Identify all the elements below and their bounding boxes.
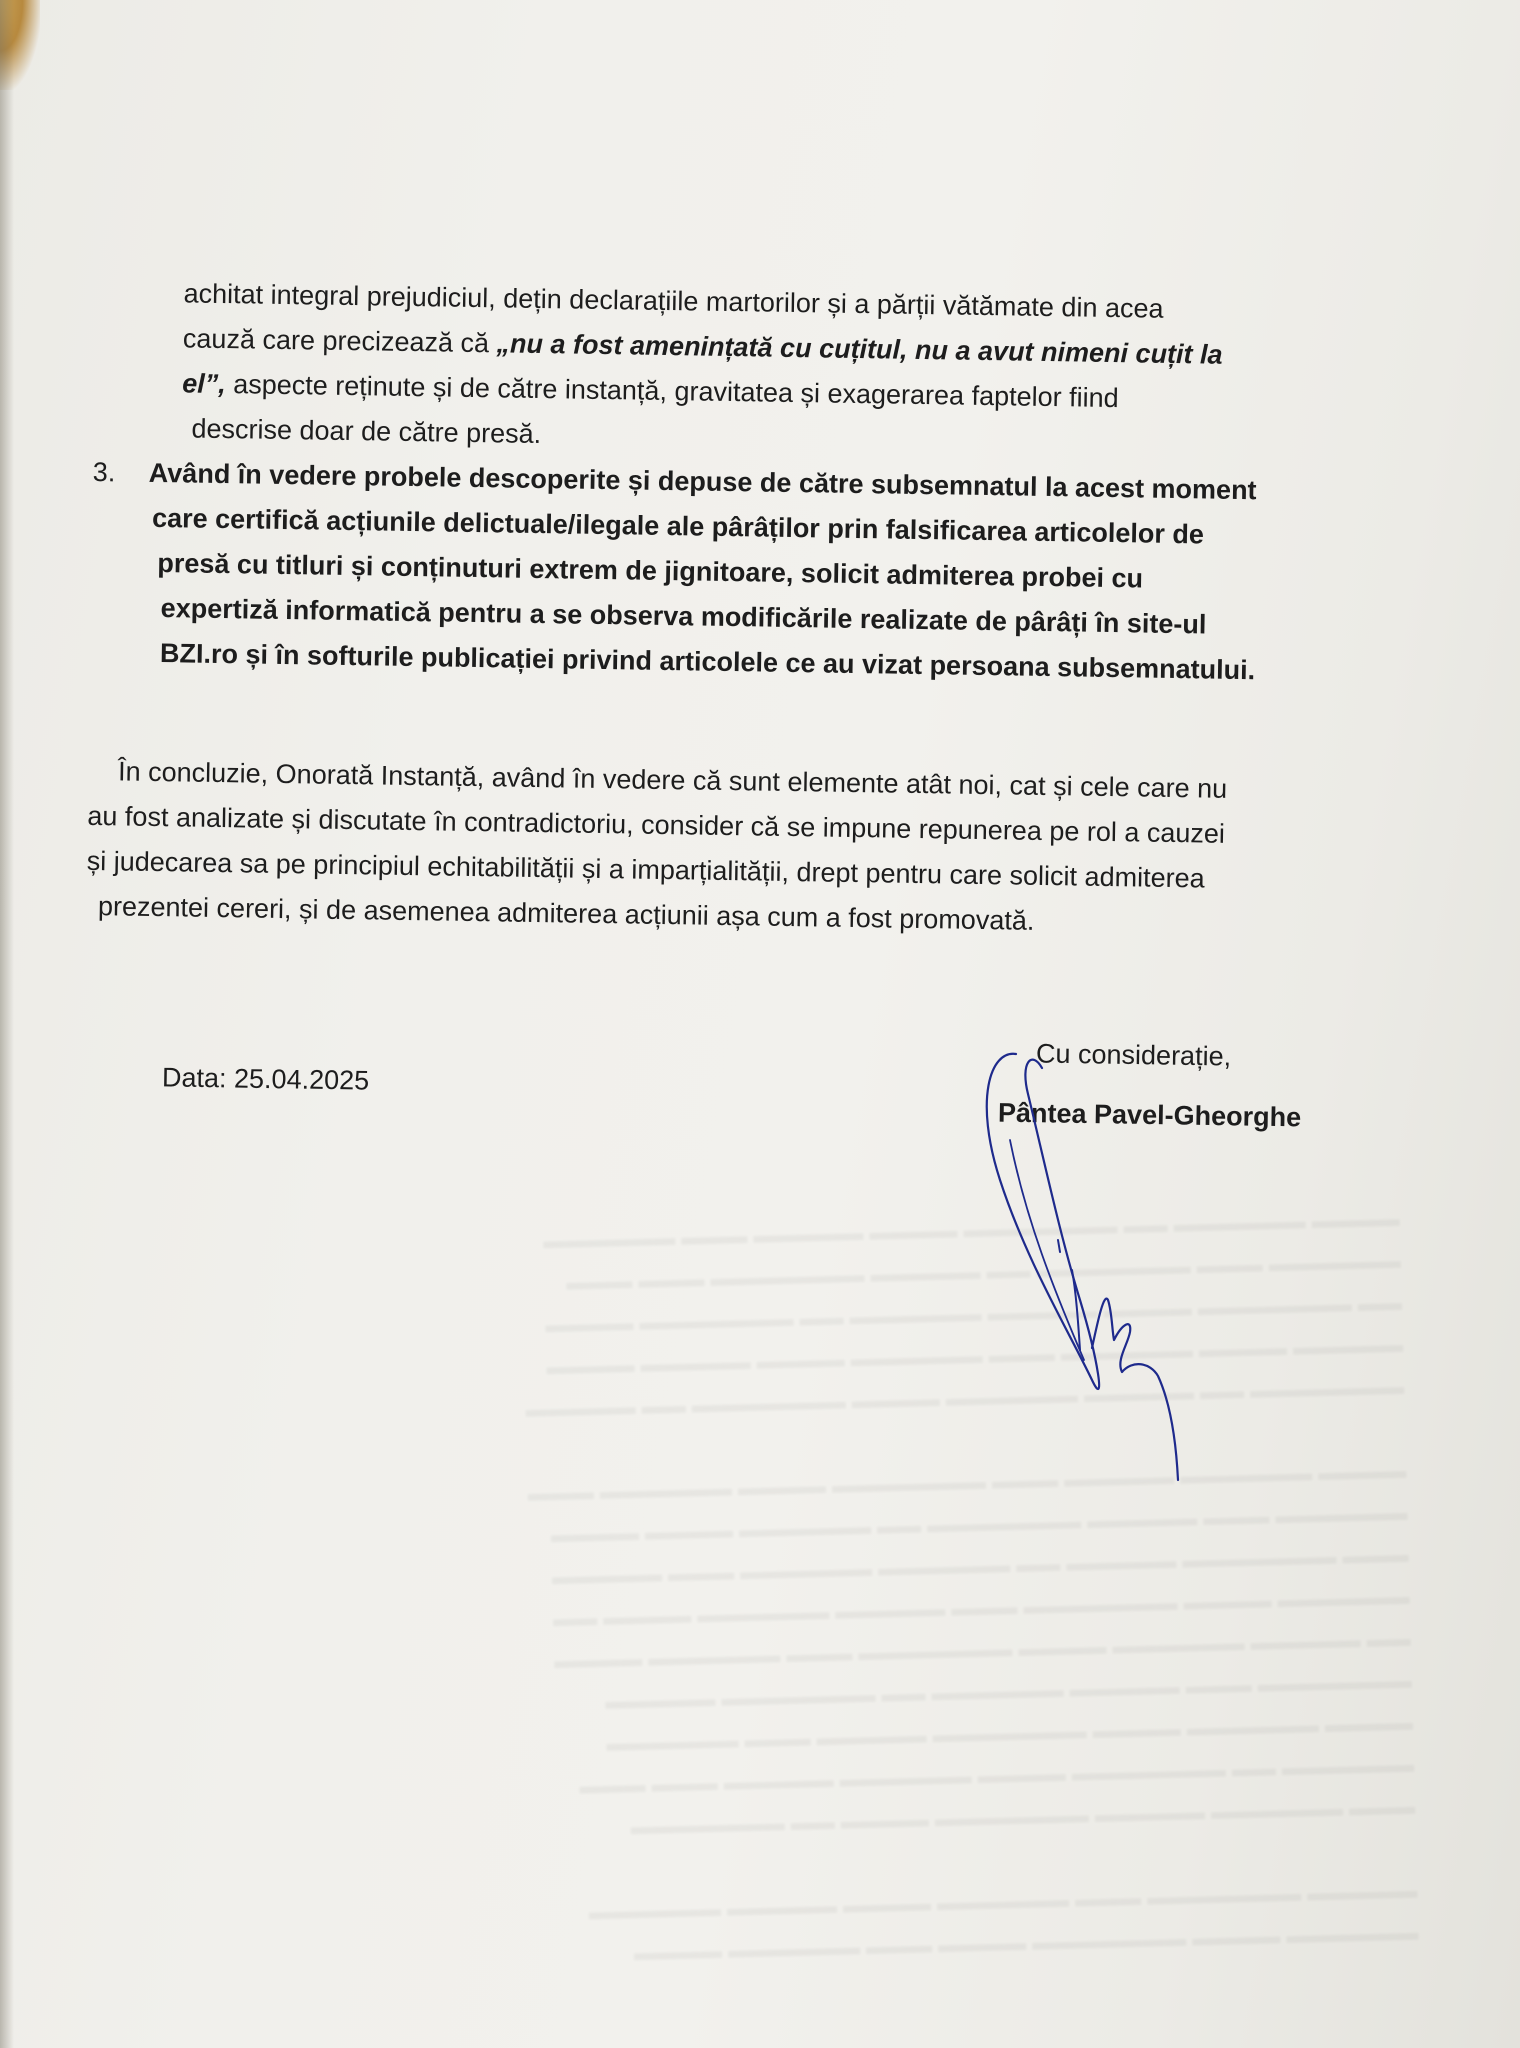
signature-loop-stroke xyxy=(987,1054,1099,1389)
closing-salutation: Cu considerație, xyxy=(1035,1038,1232,1072)
document-body xyxy=(86,270,1346,949)
item-3 xyxy=(90,450,1349,695)
item-2-continuation xyxy=(181,271,1334,469)
item-3-line-3: presă cu titluri și conținuturi extrem de jignitoare, solicit admiterea probei cu xyxy=(157,548,1144,594)
handwritten-signature xyxy=(980,1030,1250,1490)
item-3-line-4: expertiză informatică pentru a se observa modificările realizate de pârâți în site-ul xyxy=(160,593,1207,640)
conclusion-line-3: și judecarea sa pe principiul echitabilității și a imparțialității, drept pentru care solicit admiterea xyxy=(86,845,1205,894)
item-2-line-2-text: cauză care precizează că xyxy=(182,323,497,359)
item-3-line-2: care certifică acțiunile delictuale/ilegale ale pârâților prin falsificarea articolelor de xyxy=(151,502,1205,550)
document-date: Data: 25.04.2025 xyxy=(161,1062,370,1096)
show-through-texture: ▬▬▬▬ ▬▬▬▬▬▬ ▬▬ ▬▬▬▬▬▬▬ ▬▬▬▬ ▬▬▬▬▬ ▬▬▬ ▬▬▬▬▬▬ ▬▬▬▬▬▬ ▬▬▬ ▬▬▬▬▬▬▬ ▬▬ ▬▬▬▬▬ ▬▬▬▬▬▬▬ ▬▬▬ ▬▬▬ ▬▬ ▬▬▬▬▬▬▬ ▬▬▬▬ ▬▬▬▬▬ ▬▬▬▬▬▬ ▬▬ ▬▬▬▬▬▬▬ ▬▬▬▬ ▬▬▬▬▬ ▬▬▬▬ ▬▬▬▬▬▬ ▬▬▬ ▬▬▬▬▬▬ ▬▬▬▬ ▬▬▬▬▬ ▬▬▬▬ ▬▬▬▬▬▬▬ ▬▬ ▬▬▬▬▬ ▬▬▬▬▬▬ ▬▬▬▬ ▬▬▬▬▬▬▬ ▬▬ ▬▬▬▬▬ ▬▬▬▬ ▬▬▬▬▬▬ ▬▬▬▬▬ ▬▬▬ ▬▬▬▬▬▬▬ ▬▬▬▬ ▬▬▬▬▬▬ ▬▬▬ ▬▬▬▬▬▬ ▬▬▬ ▬▬▬▬▬ ▬▬▬▬▬▬▬ ▬▬ ▬▬▬▬▬▬ ▬▬▬▬ ▬▬▬▬ ▬▬▬ ▬▬▬▬▬▬▬ ▬▬▬▬▬ ▬▬ ▬▬▬▬▬▬ ▬▬▬▬▬▬ ▬▬▬ ▬▬▬▬▬ ▬▬▬▬▬▬ ▬▬▬▬ ▬▬▬▬▬▬▬ ▬▬▬ ▬▬▬▬▬ ▬▬▬▬▬▬ ▬▬▬▬ ▬▬ ▬▬ ▬▬▬▬▬ ▬▬▬▬▬▬ ▬▬▬▬ ▬▬▬▬▬▬▬ ▬▬▬ ▬▬▬▬▬▬ ▬▬▬▬ ▬▬▬▬▬▬▬ ▬▬▬ ▬▬▬▬▬ ▬▬▬▬▬▬ ▬▬ ▬▬▬▬▬▬▬ ▬▬▬▬▬ ▬▬▬▬ ▬▬▬▬▬▬ ▬▬▬▬ ▬▬▬▬▬▬▬ ▬▬▬▬▬ ▬▬▬ ▬▬▬▬▬▬ ▬▬▬▬▬▬ ▬▬ ▬▬▬▬▬▬▬ ▬▬▬▬ ▬▬▬▬▬▬ ▬▬▬▬▬ ▬▬▬ ▬▬▬ ▬▬▬ ▬▬▬▬▬▬ ▬▬▬▬▬ ▬▬▬▬▬▬▬ ▬▬▬▬ ▬▬ ▬▬▬▬▬▬▬ ▬▬▬▬▬ ▬▬▬▬▬▬▬ ▬▬▬ ▬▬▬▬▬▬ ▬▬▬▬ ▬▬▬▬▬ ▬▬▬▬▬▬ ▬▬▬▬▬▬ ▬▬▬▬ ▬▬▬▬▬▬▬ ▬▬▬▬ ▬▬▬ ▬▬▬▬▬▬ ▬▬▬▬ xyxy=(525,1205,1419,1966)
signature-tail-stroke xyxy=(1092,1299,1178,1480)
item-3-line-1: Având în vedere probele descoperite și depuse de către subsemnatul la acest moment xyxy=(148,457,1257,506)
conclusion-line-4: prezentei cereri, și de asemenea admiterea acțiunii așa cum a fost promovată. xyxy=(97,891,1035,936)
item-2-line-3-text: aspecte reținute și de către instanță, gravitatea și exagerarea faptelor fiind xyxy=(225,369,1119,414)
witness-quote-part-1: „nu a fost amenințată cu cuțitul, nu a avut nimeni cuțit la xyxy=(496,328,1223,370)
page-edge-shadow xyxy=(0,0,14,2048)
conclusion-paragraph xyxy=(86,749,1339,949)
item-2-line-4: descrise doar de către presă. xyxy=(191,413,542,450)
item-3-number: 3. xyxy=(92,456,116,488)
conclusion-line-1: În concluzie, Onorată Instanță, având în vedere că sunt elemente atât noi, cat și cele care nu xyxy=(117,756,1228,804)
witness-quote-part-2: el”, xyxy=(181,368,226,400)
item-3-line-5: BZI.ro și în softurile publicației privind articolele ce au vizat persoana subsemnatului. xyxy=(159,638,1256,686)
conclusion-line-2: au fost analizate și discutate în contradictoriu, consider că se impune repunerea pe rol a cauzei xyxy=(87,800,1226,849)
signer-name: Pântea Pavel-Gheorghe xyxy=(997,1097,1302,1133)
item-2-line-1: achitat integral prejudiciul, dețin declarațiile martorilor și a părții vătămate din acea xyxy=(183,278,1164,324)
